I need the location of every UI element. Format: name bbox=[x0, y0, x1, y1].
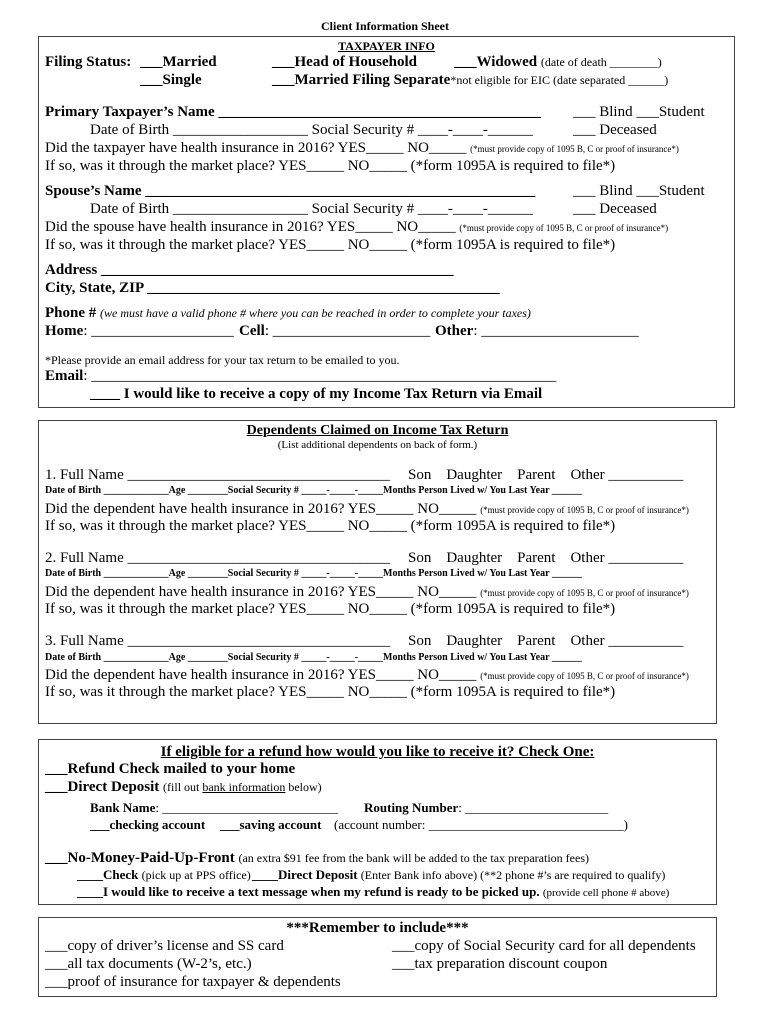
single-checkbox[interactable]: ___Single bbox=[140, 72, 202, 88]
direct-deposit-note-pre: (fill out bbox=[163, 780, 203, 794]
dependent-1-name-field[interactable]: 1. Full Name ___________________________________ bbox=[45, 467, 390, 483]
dependent-2-marketplace-field[interactable]: If so, was it through the market place? YES_____ NO_____ (*form 1095A is required to file*) bbox=[45, 601, 616, 617]
no-money-paid-up-front-field[interactable] bbox=[45, 851, 589, 866]
primary-marketplace-field[interactable]: If so, was it through the market place? YES_____ NO_____ (*form 1095A is required to file*) bbox=[45, 158, 616, 174]
checking-account-checkbox[interactable]: ___checking account bbox=[90, 817, 206, 832]
direct-deposit-note bbox=[163, 780, 322, 794]
head-of-household-checkbox[interactable]: ___Head of Household bbox=[272, 54, 418, 70]
text-option-checkbox[interactable]: ____I would like to receive a text message when my refund is ready to be picked up. bbox=[77, 884, 540, 899]
dependent-1-relation-options[interactable]: Son Daughter Parent Other __________ bbox=[408, 467, 684, 483]
spouse-insurance-field[interactable] bbox=[45, 220, 668, 235]
primary-name-field[interactable]: Primary Taxpayer’s Name ___________________________________________ bbox=[45, 104, 541, 120]
dependent-3-name-field[interactable]: 3. Full Name ___________________________________ bbox=[45, 633, 390, 649]
home-phone-line[interactable]: : ___________________ bbox=[83, 323, 234, 339]
email-line[interactable]: : ______________________________________________________________ bbox=[83, 368, 557, 384]
spouse-name-field[interactable]: Spouse’s Name ____________________________________________________ bbox=[45, 183, 536, 199]
email-field[interactable] bbox=[45, 369, 556, 384]
routing-number-label: Routing Number bbox=[364, 800, 459, 815]
dependent-1-insurance-question[interactable]: Did the dependent have health insurance in 2016? YES_____ NO_____ bbox=[45, 501, 477, 517]
dependents-title: Dependents Claimed on Income Tax Return bbox=[246, 423, 509, 438]
spouse-deceased-field[interactable]: ___ Deceased bbox=[573, 201, 657, 217]
dd-option-checkbox[interactable]: ____Direct Deposit bbox=[252, 867, 358, 882]
spouse-dob-ss-field[interactable]: Date of Birth __________________ Social Security # ____-____-______ bbox=[90, 201, 533, 217]
refund-check-mailed-checkbox[interactable]: ___Refund Check mailed to your home bbox=[45, 761, 296, 777]
check-option-note: (pick up at PPS office) bbox=[141, 868, 251, 882]
dependent-2-name-field[interactable]: 2. Full Name ___________________________________ bbox=[45, 550, 390, 566]
account-number-field[interactable]: (account number: ______________________________) bbox=[334, 817, 628, 832]
page-title: Client Information Sheet bbox=[321, 19, 449, 33]
text-option-field[interactable] bbox=[77, 885, 669, 899]
dependent-1-marketplace-field[interactable]: If so, was it through the market place? YES_____ NO_____ (*form 1095A is required to file*) bbox=[45, 518, 616, 534]
bank-name-label: Bank Name bbox=[90, 800, 156, 815]
mfs-note: *not eligible for EIC (date separated ______) bbox=[450, 73, 669, 87]
no-money-paid-up-front-note: (an extra $91 fee from the bank will be added to the tax preparation fees) bbox=[238, 851, 589, 865]
remember-item-proof-of-insurance[interactable]: ___proof of insurance for taxpayer & dependents bbox=[45, 974, 341, 990]
other-phone-label: Other bbox=[435, 323, 474, 339]
dependent-3-insurance-field[interactable] bbox=[45, 668, 689, 683]
spouse-insurance-question[interactable]: Did the spouse have health insurance in 2016? YES_____ NO_____ bbox=[45, 219, 456, 235]
other-phone-line[interactable]: : _____________________ bbox=[473, 323, 639, 339]
text-option-note: (provide cell phone # above) bbox=[542, 887, 670, 899]
saving-account-checkbox[interactable]: ___saving account bbox=[220, 817, 322, 832]
address-field[interactable]: Address _______________________________________________ bbox=[45, 262, 454, 278]
cell-phone-label: Cell bbox=[239, 323, 265, 339]
primary-insurance-note: (*must provide copy of 1095 B, C or proof of insurance*) bbox=[470, 144, 679, 154]
taxpayer-section-title: TAXPAYER INFO bbox=[338, 39, 435, 53]
primary-blind-student-field[interactable]: ___ Blind ___Student bbox=[573, 104, 705, 120]
primary-deceased-field[interactable]: ___ Deceased bbox=[573, 122, 657, 138]
phone-label bbox=[45, 306, 531, 321]
mfs-checkbox[interactable]: ___Married Filing Separate bbox=[272, 72, 451, 88]
other-phone-field[interactable] bbox=[435, 324, 639, 339]
dependent-3-marketplace-field[interactable]: If so, was it through the market place? YES_____ NO_____ (*form 1095A is required to file*) bbox=[45, 684, 616, 700]
direct-deposit-field[interactable] bbox=[45, 780, 322, 795]
married-checkbox[interactable]: ___Married bbox=[140, 54, 217, 70]
phone-note: (we must have a valid phone # where you can be reached in order to complete your taxes) bbox=[100, 306, 531, 320]
dependent-3-details-field[interactable]: Date of Birth _____________Age ________Social Security # _____-_____-_____Months Person Lived w/ You Last Year ______ bbox=[45, 652, 582, 663]
phone-label-text: Phone # bbox=[45, 305, 97, 321]
remember-item-tax-documents[interactable]: ___all tax documents (W-2’s, etc.) bbox=[45, 956, 252, 972]
dependent-1-insurance-note: (*must provide copy of 1095 B, C or proof of insurance*) bbox=[480, 505, 689, 515]
dd-option-note: (Enter Bank info above) (**2 phone #’s are required to qualify) bbox=[360, 868, 666, 882]
dependent-2-relation-options[interactable]: Son Daughter Parent Other __________ bbox=[408, 550, 684, 566]
dependent-3-insurance-note: (*must provide copy of 1095 B, C or proof of insurance*) bbox=[480, 671, 689, 681]
refund-title: If eligible for a refund how would you like to receive it? Check One: bbox=[160, 744, 595, 760]
widowed-field[interactable] bbox=[454, 55, 662, 70]
home-phone-label: Home bbox=[45, 323, 84, 339]
spouse-insurance-note: (*must provide copy of 1095 B, C or proof of insurance*) bbox=[459, 223, 669, 233]
widowed-checkbox[interactable]: ___Widowed bbox=[454, 54, 538, 70]
email-label: Email bbox=[45, 368, 84, 384]
city-state-zip-field[interactable]: City, State, ZIP _______________________________________________ bbox=[45, 280, 500, 296]
dependents-subtitle: (List additional dependents on back of form.) bbox=[277, 439, 478, 451]
routing-number-line[interactable]: : ______________________ bbox=[458, 800, 609, 815]
cell-phone-line[interactable]: : _____________________ bbox=[264, 323, 431, 339]
widowed-date-note: (date of death ________) bbox=[540, 55, 662, 69]
dependent-1-details-field[interactable]: Date of Birth _____________Age ________Social Security # _____-_____-_____Months Person Lived w/ You Last Year ______ bbox=[45, 485, 582, 496]
bank-name-field[interactable] bbox=[90, 801, 338, 814]
check-option-field[interactable] bbox=[77, 868, 251, 881]
email-note: *Please provide an email address for your tax return to be emailed to you. bbox=[45, 353, 400, 367]
primary-insurance-question[interactable]: Did the taxpayer have health insurance in 2016? YES_____ NO_____ bbox=[45, 140, 467, 156]
cell-phone-field[interactable] bbox=[239, 324, 430, 339]
remember-item-drivers-license[interactable]: ___copy of driver’s license and SS card bbox=[45, 938, 284, 954]
routing-number-field[interactable] bbox=[364, 801, 608, 814]
dependent-3-insurance-question[interactable]: Did the dependent have health insurance in 2016? YES_____ NO_____ bbox=[45, 667, 477, 683]
dependent-2-insurance-field[interactable] bbox=[45, 585, 689, 600]
spouse-blind-student-field[interactable]: ___ Blind ___Student bbox=[573, 183, 705, 199]
direct-deposit-checkbox[interactable]: ___Direct Deposit bbox=[45, 779, 160, 795]
no-money-paid-up-front-checkbox[interactable]: ___No-Money-Paid-Up-Front bbox=[45, 850, 235, 866]
remember-item-ss-card-dependents[interactable]: ___copy of Social Security card for all dependents bbox=[392, 938, 696, 954]
bank-information-link: bank information bbox=[202, 780, 286, 794]
spouse-marketplace-field[interactable]: If so, was it through the market place? YES_____ NO_____ (*form 1095A is required to file*) bbox=[45, 237, 616, 253]
dependent-2-details-field[interactable]: Date of Birth _____________Age ________Social Security # _____-_____-_____Months Person Lived w/ You Last Year ______ bbox=[45, 568, 582, 579]
filing-status-label: Filing Status: bbox=[45, 54, 132, 70]
dd-option-field[interactable] bbox=[252, 868, 665, 881]
remember-title: ***Remember to include*** bbox=[286, 920, 469, 936]
check-option-checkbox[interactable]: ____Check bbox=[77, 867, 139, 882]
bank-name-line[interactable]: : ___________________________ bbox=[155, 800, 338, 815]
home-phone-field[interactable] bbox=[45, 324, 234, 339]
primary-insurance-field[interactable] bbox=[45, 141, 679, 156]
remember-item-discount-coupon[interactable]: ___tax preparation discount coupon bbox=[392, 956, 608, 972]
dependent-3-relation-options[interactable]: Son Daughter Parent Other __________ bbox=[408, 633, 684, 649]
dependent-2-insurance-question[interactable]: Did the dependent have health insurance in 2016? YES_____ NO_____ bbox=[45, 584, 477, 600]
mfs-field[interactable] bbox=[272, 73, 668, 88]
dependent-2-insurance-note: (*must provide copy of 1095 B, C or proof of insurance*) bbox=[480, 588, 689, 598]
email-copy-checkbox[interactable]: ____ I would like to receive a copy of my Income Tax Return via Email bbox=[90, 386, 543, 402]
primary-dob-ss-field[interactable]: Date of Birth __________________ Social Security # ____-____-______ bbox=[90, 122, 533, 138]
dependent-1-insurance-field[interactable] bbox=[45, 502, 689, 517]
direct-deposit-note-post: below) bbox=[285, 780, 322, 794]
